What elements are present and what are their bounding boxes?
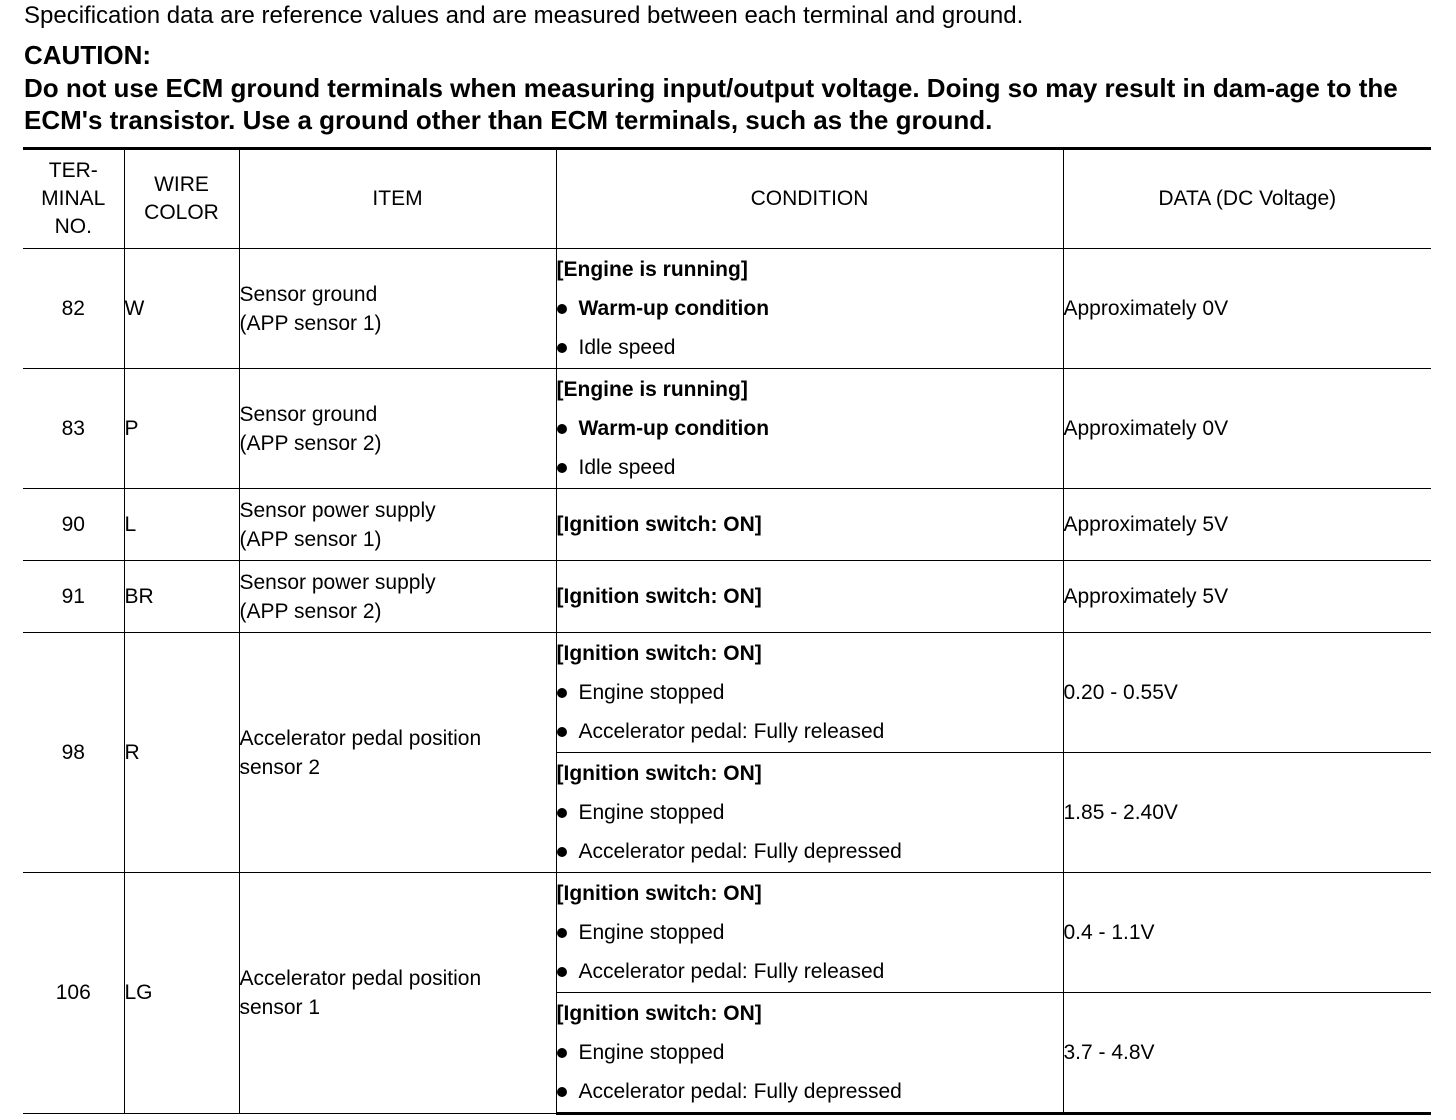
header-wire-color <box>124 149 239 249</box>
wire-color: L <box>124 489 239 561</box>
data-voltage: 1.85 - 2.40V <box>1063 753 1431 873</box>
header-terminal-no-line: NO. <box>54 215 92 238</box>
condition-bullet-text: Engine stopped <box>578 680 725 704</box>
condition-cell <box>556 753 1063 873</box>
table-body <box>23 249 1431 1114</box>
condition-bullet-text: Warm-up condition <box>578 416 770 440</box>
data-voltage: 0.4 - 1.1V <box>1063 873 1431 993</box>
item-line: (APP sensor 1) <box>239 527 382 551</box>
bullet-dot-icon <box>557 808 567 818</box>
condition-bullet <box>557 952 1063 991</box>
condition-bullet-text: Accelerator pedal: Fully released <box>578 719 885 743</box>
wire-color: W <box>124 249 239 369</box>
header-wire-color-line: COLOR <box>144 201 219 224</box>
terminal-spec-table <box>23 147 1431 1115</box>
header-terminal-no-line: TER- <box>48 159 98 182</box>
condition-heading: [Ignition switch: ON] <box>556 584 762 608</box>
bullet-dot-icon <box>557 304 567 314</box>
item-line: Accelerator pedal position <box>239 967 482 990</box>
header-data: DATA (DC Voltage) <box>1063 149 1431 249</box>
wire-color: R <box>124 633 239 873</box>
item-cell <box>239 561 556 633</box>
item-line: sensor 1 <box>239 996 321 1019</box>
terminal-number: 98 <box>23 633 124 873</box>
condition-bullet <box>557 328 1063 367</box>
bullet-dot-icon <box>557 1087 567 1097</box>
bullet-dot-icon <box>557 1048 567 1058</box>
header-wire-color-line: WIRE <box>154 173 209 196</box>
table-row <box>23 249 1431 369</box>
header-terminal-no-line: MINAL <box>41 187 106 210</box>
condition-heading: [Ignition switch: ON] <box>556 1001 762 1025</box>
condition-bullet <box>557 448 1063 487</box>
condition-cell <box>556 489 1063 561</box>
condition-bullet-text: Idle speed <box>578 335 676 359</box>
item-line: Sensor ground <box>239 402 378 426</box>
table-header-row <box>23 149 1431 249</box>
item-cell <box>239 873 556 1114</box>
data-voltage: 0.20 - 0.55V <box>1063 633 1431 753</box>
item-cell <box>239 489 556 561</box>
bullet-dot-icon <box>557 928 567 938</box>
bullet-dot-icon <box>557 847 567 857</box>
condition-bullet <box>557 673 1063 712</box>
condition-bullet <box>557 913 1063 952</box>
item-line: Sensor ground <box>239 282 378 306</box>
item-line: Accelerator pedal position <box>239 726 482 750</box>
header-item: ITEM <box>239 149 556 249</box>
item-line: (APP sensor 2) <box>239 599 382 623</box>
item-cell <box>239 369 556 489</box>
condition-bullet <box>557 1072 1063 1111</box>
terminal-number: 83 <box>23 369 124 489</box>
header-condition: CONDITION <box>556 149 1063 249</box>
condition-cell <box>556 633 1063 753</box>
condition-bullet-text: Accelerator pedal: Fully depressed <box>578 839 902 863</box>
wire-color: BR <box>124 561 239 633</box>
data-voltage: Approximately 0V <box>1063 249 1431 369</box>
wire-color: P <box>124 369 239 489</box>
condition-heading: [Engine is running] <box>556 257 748 281</box>
item-cell <box>239 249 556 369</box>
caution-title: CAUTION: <box>24 40 152 70</box>
condition-bullet <box>557 793 1063 832</box>
condition-cell <box>556 993 1063 1114</box>
condition-heading: [Ignition switch: ON] <box>556 881 762 905</box>
table-row <box>23 633 1431 753</box>
condition-cell <box>556 561 1063 633</box>
item-cell <box>239 633 556 873</box>
item-line: (APP sensor 1) <box>239 311 382 335</box>
data-voltage: Approximately 5V <box>1063 489 1431 561</box>
item-line: Sensor power supply <box>239 570 436 594</box>
terminal-number: 91 <box>23 561 124 633</box>
data-voltage: Approximately 5V <box>1063 561 1431 633</box>
wire-color: LG <box>124 873 239 1114</box>
intro-text: Specification data are reference values and are measured between each terminal and ground. <box>24 2 1024 29</box>
condition-cell <box>556 873 1063 993</box>
condition-bullet <box>557 832 1063 871</box>
data-voltage: Approximately 0V <box>1063 369 1431 489</box>
condition-bullet <box>557 1033 1063 1072</box>
condition-cell <box>556 369 1063 489</box>
condition-bullet-text: Engine stopped <box>578 1040 725 1064</box>
condition-heading: [Engine is running] <box>556 377 748 401</box>
condition-bullet-text: Engine stopped <box>578 800 725 824</box>
bullet-dot-icon <box>557 688 567 698</box>
condition-bullet <box>557 289 1063 328</box>
table-row <box>23 561 1431 633</box>
table-row <box>23 369 1431 489</box>
terminal-number: 90 <box>23 489 124 561</box>
item-line: Sensor power supply <box>239 498 436 522</box>
condition-heading: [Ignition switch: ON] <box>556 641 762 665</box>
table-row <box>23 873 1431 993</box>
item-line: (APP sensor 2) <box>239 431 382 455</box>
header-terminal-no <box>23 149 124 249</box>
bullet-dot-icon <box>557 967 567 977</box>
condition-cell <box>556 249 1063 369</box>
condition-bullet <box>557 712 1063 751</box>
condition-bullet-text: Accelerator pedal: Fully released <box>578 959 885 983</box>
data-voltage: 3.7 - 4.8V <box>1063 993 1431 1114</box>
condition-heading: [Ignition switch: ON] <box>556 761 762 785</box>
terminal-number: 82 <box>23 249 124 369</box>
bullet-dot-icon <box>557 463 567 473</box>
condition-bullet-text: Engine stopped <box>578 920 725 944</box>
bullet-dot-icon <box>557 424 567 434</box>
condition-bullet-text: Idle speed <box>578 455 676 479</box>
bullet-dot-icon <box>557 343 567 353</box>
caution-text: Do not use ECM ground terminals when measuring input/output voltage. Doing so may result in dam-age to the ECM's transistor. Use a ground other than ECM terminals, such as the ground. <box>24 73 1398 135</box>
table-row <box>23 489 1431 561</box>
condition-bullet-text: Warm-up condition <box>578 296 770 320</box>
condition-heading: [Ignition switch: ON] <box>556 512 762 536</box>
condition-bullet <box>557 409 1063 448</box>
condition-bullet-text: Accelerator pedal: Fully depressed <box>578 1079 902 1103</box>
bullet-dot-icon <box>557 727 567 737</box>
terminal-number: 106 <box>23 873 124 1114</box>
item-line: sensor 2 <box>239 755 321 779</box>
